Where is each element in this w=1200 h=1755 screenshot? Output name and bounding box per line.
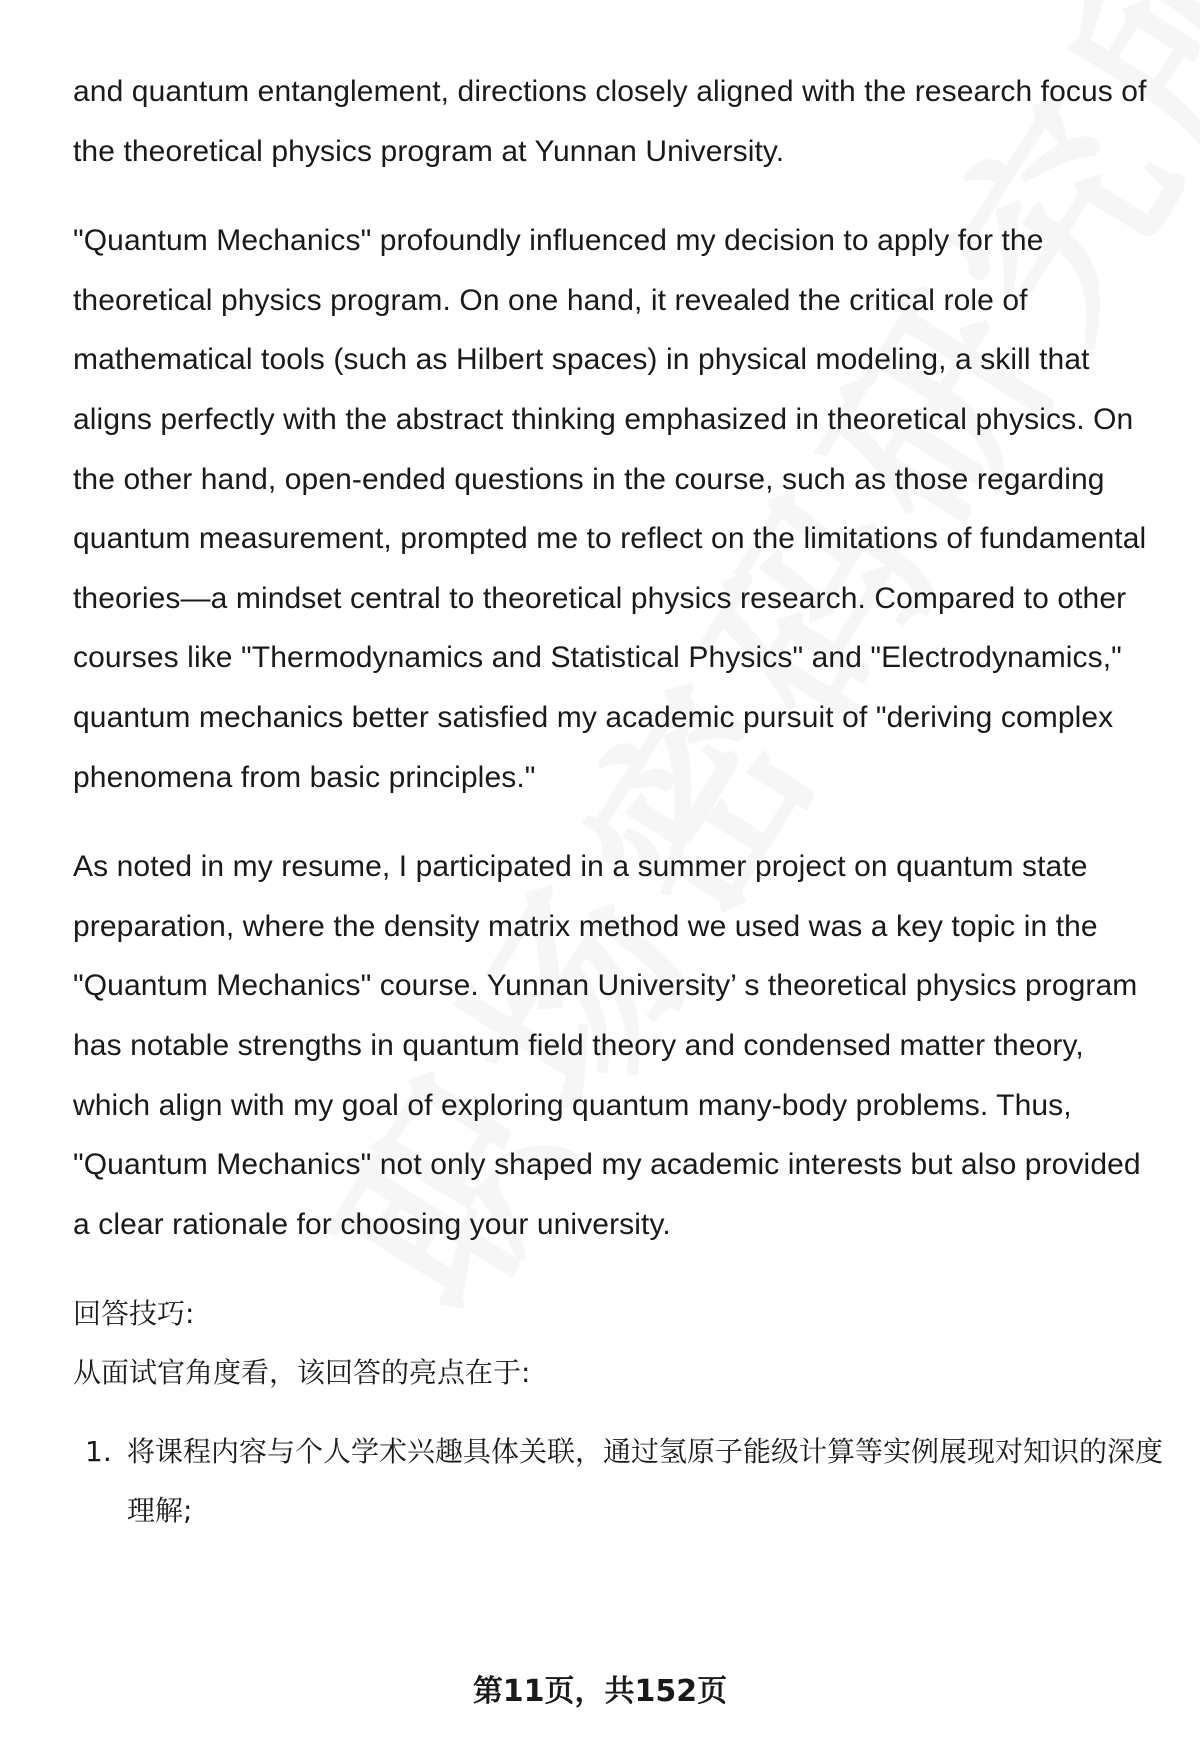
tips-heading: 回答技巧: [73, 1297, 195, 1331]
list-item-text: 将课程内容与个人学术兴趣具体关联，通过氢原子能级计算等实例展现对知识的深度理解; [127, 1435, 1164, 1528]
page-content [73, 62, 1163, 1540]
page-number: 第11页，共152页 [472, 1674, 728, 1709]
tips-list [73, 1422, 1163, 1540]
paragraph-1: and quantum entanglement, directions closely aligned with the research focus of the theoretical physics program at Yunnan University. [73, 75, 1147, 168]
list-item-number: 1. [85, 1435, 112, 1469]
list-item [73, 1422, 1163, 1540]
tips-intro: 从面试官角度看，该回答的亮点在于: [73, 1356, 531, 1390]
paragraph-3: As noted in my resume, I participated in a summer project on quantum state preparation, where the density matrix method we used was a key topic in the "Quantum Mechanics" course. Yunnan University’ s theoretical physics program has notable strengths in quantum field theory and condensed matter theory, which align with my goal of exploring quantum many-body problems. Thus, "Quantum Mechanics" not only shaped my academic interests but also provided a clear rationale for choosing your university. [73, 850, 1141, 1241]
paragraph-2: "Quantum Mechanics" profoundly influenced my decision to apply for the theoretical physics program. On one hand, it revealed the critical role of mathematical tools (such as Hilbert spaces) in physical modeling, a skill that aligns perfectly with the abstract thinking emphasized in theoretical physics. On the other hand, open-ended questions in the course, such as those regarding quantum measurement, prompted me to reflect on the limitations of fundamental theories—a mindset central to theoretical physics research. Compared to other courses like "Thermodynamics and Statistical Physics" and "Electrodynamics," quantum mechanics better satisfied my academic pursuit of "deriving complex phenomena from basic principles." [73, 224, 1147, 794]
